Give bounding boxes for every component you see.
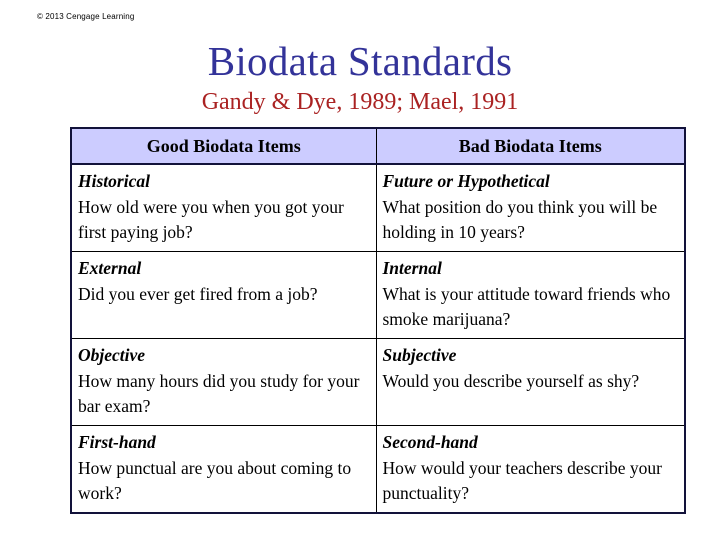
table-row [71,252,685,339]
item-category: Historical [78,171,150,191]
cell-bad-item [376,426,685,514]
item-question: What is your attitude toward friends who smoke marijuana? [382,284,671,329]
cell-bad-item [376,252,685,339]
column-header-good: Good Biodata Items [71,128,376,164]
item-category: Subjective [382,345,457,365]
page-subtitle: Gandy & Dye, 1989; Mael, 1991 [201,89,519,115]
copyright-notice: © 2013 Cengage Learning [37,12,135,21]
cell-good-item [71,252,376,339]
item-question: Would you describe yourself as shy? [382,371,640,391]
table-row [71,164,685,252]
page-title: Biodata Standards [207,38,513,84]
item-question: How punctual are you about coming to work? [78,458,352,503]
biodata-comparison-table [70,127,686,514]
item-category: Second-hand [382,432,478,452]
cell-bad-item [376,164,685,252]
table-header-row [71,128,685,164]
cell-good-item [71,339,376,426]
item-category: Future or Hypothetical [382,171,550,191]
item-category: External [78,258,142,278]
item-category: Objective [78,345,146,365]
item-category: Internal [382,258,442,278]
item-question: How many hours did you study for your bar exam? [78,371,360,416]
item-category: First-hand [78,432,156,452]
cell-good-item [71,426,376,514]
item-question: How old were you when you got your first paying job? [78,197,344,242]
table-row [71,426,685,514]
column-header-bad: Bad Biodata Items [376,128,685,164]
table-row [71,339,685,426]
cell-bad-item [376,339,685,426]
item-question: What position do you think you will be holding in 10 years? [382,197,658,242]
item-question: Did you ever get fired from a job? [78,284,318,304]
cell-good-item [71,164,376,252]
item-question: How would your teachers describe your punctuality? [382,458,662,503]
